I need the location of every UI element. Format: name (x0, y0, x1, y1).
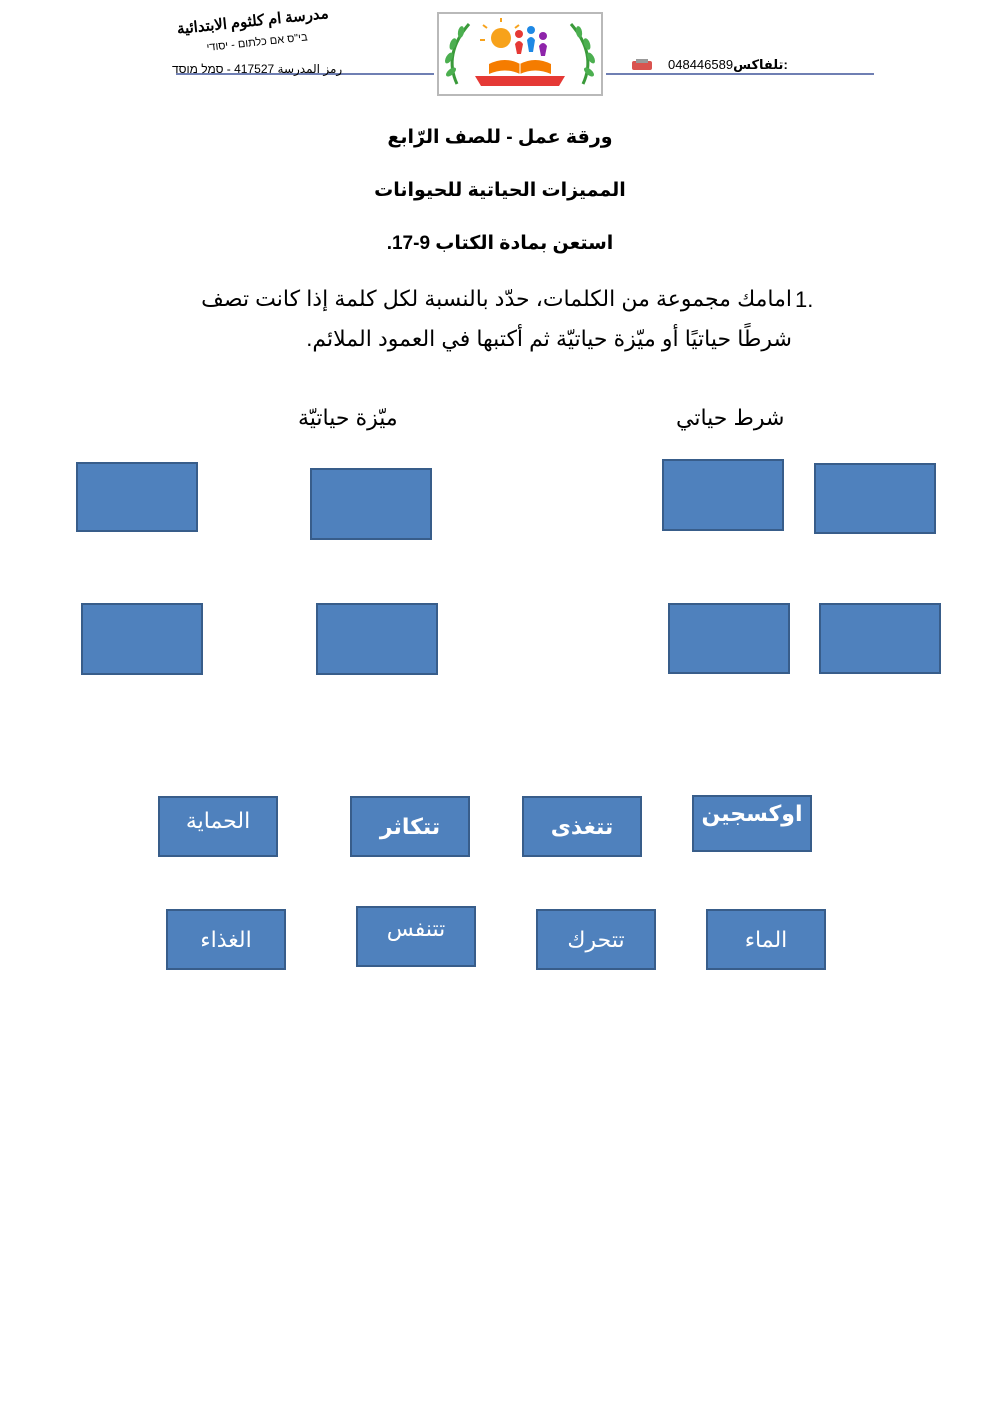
drop-zone-condition-1[interactable] (662, 459, 784, 531)
logo-emblem-icon (439, 14, 601, 94)
drop-zone-feature-2[interactable] (310, 468, 432, 540)
drop-zone-feature-4[interactable] (316, 603, 438, 675)
word-card-food[interactable]: الغذاء (166, 909, 286, 970)
word-card-reproduces[interactable]: تتكاثر (350, 796, 470, 857)
drop-zone-feature-3[interactable] (81, 603, 203, 675)
drop-zone-condition-3[interactable] (668, 603, 790, 674)
column-heading-life-feature: ميّزة حياتيّة (298, 405, 398, 430)
topic-title: المميزات الحياتية للحيوانات (374, 180, 626, 201)
drop-zone-condition-4[interactable] (819, 603, 941, 674)
fax-label: تلفاكس: (733, 57, 788, 72)
school-hebrew-name: בי"ס אם כלתום - יסודי (206, 31, 309, 54)
worksheet-title: ورقة عمل - للصف الرّابع (387, 127, 613, 148)
fax-contact (668, 57, 788, 73)
phone-fax-icon (631, 58, 653, 76)
word-card-protection[interactable]: الحماية (158, 796, 278, 857)
column-heading-life-condition: شرط حياتي (676, 405, 785, 430)
reference-note: استعن بمادة الكتاب 9-17. (386, 233, 614, 254)
drop-zone-feature-1[interactable] (76, 462, 198, 532)
school-code: رمز المدرسة 417527 - סמל מוסד (172, 62, 343, 76)
word-card-moves[interactable]: تتحرك (536, 909, 656, 970)
instructions-line-2: شرطًا حياتيًا أو ميّزة حياتيّة ثم أكتبها في العمود الملائم. (306, 326, 792, 351)
word-card-oxygen[interactable]: اوكسجين (692, 795, 812, 852)
word-card-breathes[interactable]: تتنفس (356, 906, 476, 967)
fax-number: 048446589 (668, 57, 734, 72)
question-number: 1. (795, 287, 814, 312)
word-card-water[interactable]: الماء (706, 909, 826, 970)
instructions-line-1: امامك مجموعة من الكلمات، حدّد بالنسبة لكل كلمة إذا كانت تصف (201, 286, 792, 311)
word-card-feeds[interactable]: تتغذى (522, 796, 642, 857)
drop-zone-condition-2[interactable] (814, 463, 936, 534)
school-name: مدرسة ام كلثوم الابتدائية (176, 6, 330, 38)
school-logo (437, 12, 603, 96)
